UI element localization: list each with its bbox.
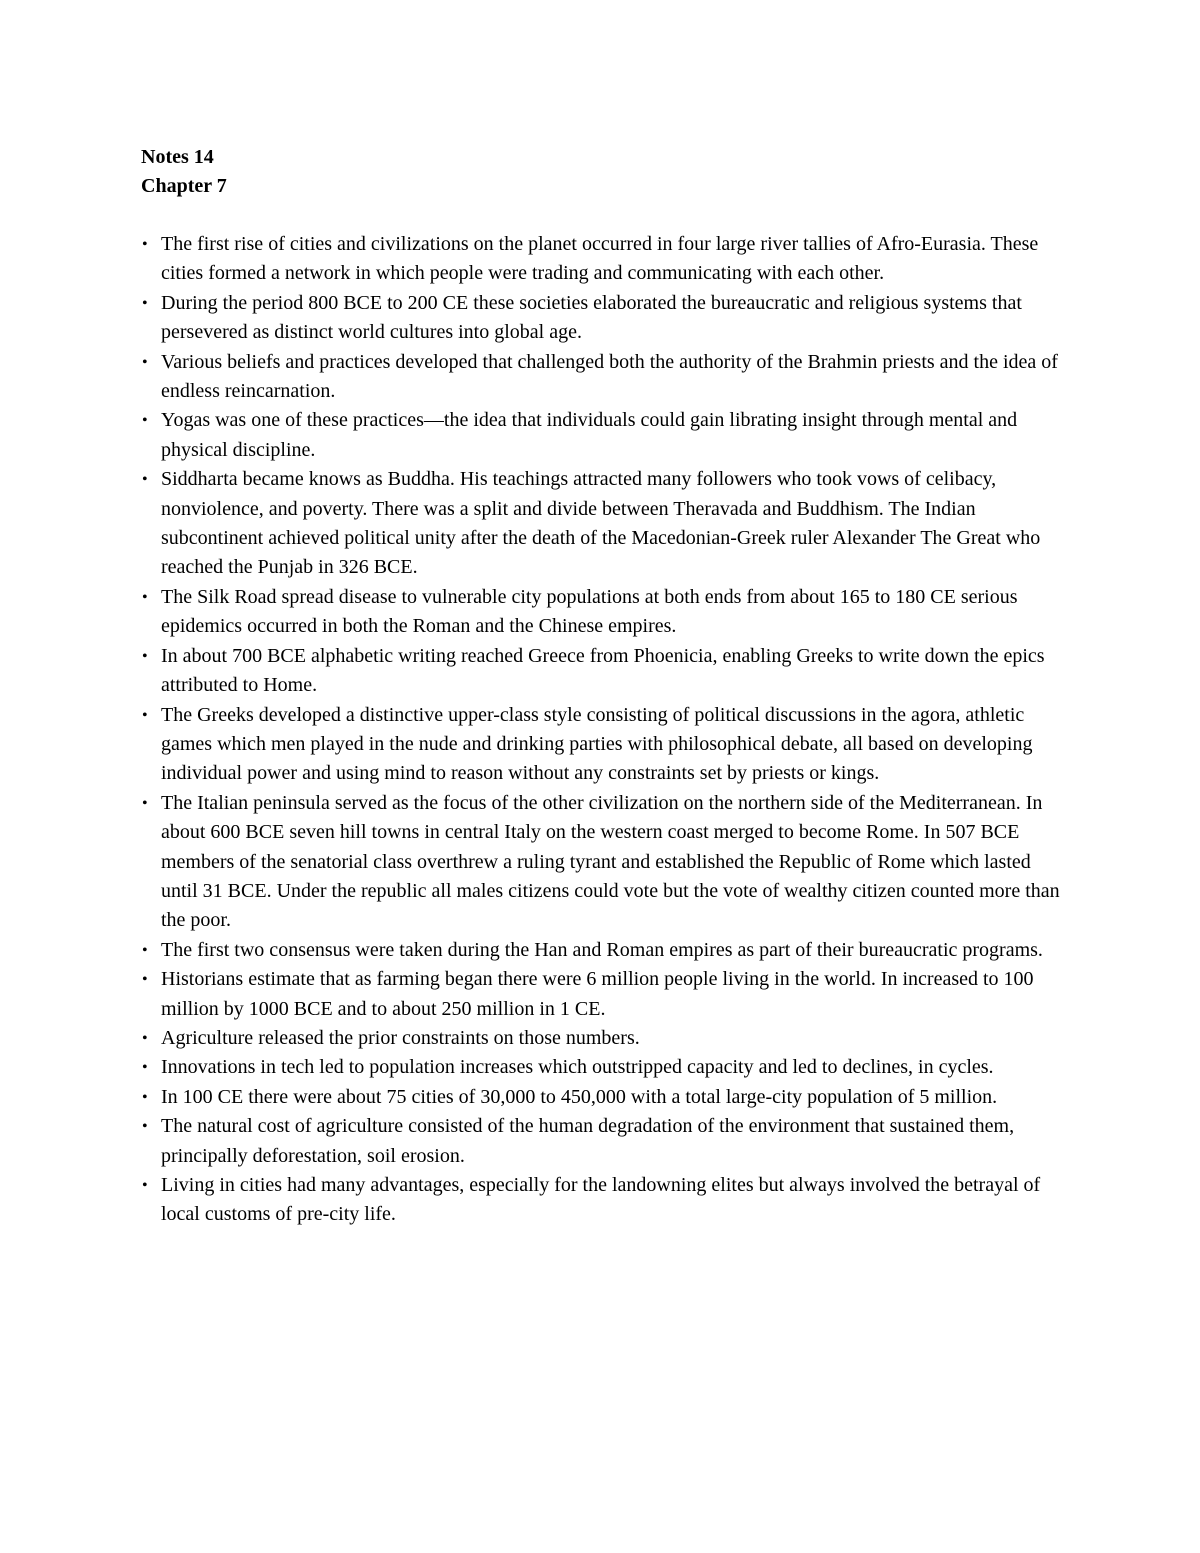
notes-title: Notes 14	[141, 146, 214, 168]
bullet-icon: •	[142, 471, 148, 489]
bullet-icon: •	[142, 412, 148, 430]
list-item-text: Historians estimate that as farming began there were 6 million people living in the world. In increased to 100 million by 1000 BCE and to about 250 million in 1 CE.	[161, 968, 1034, 1020]
chapter-title: Chapter 7	[141, 175, 227, 197]
list-item-text: Siddharta became knows as Buddha. His teachings attracted many followers who took vows of celibacy, nonviolence, and poverty. There was a split and divide between Theravada and Buddhism. The Indian subcontinent achieved political unity after the death of the Macedonian-Greek ruler Alexander The Great who reached the Punjab in 326 BCE.	[161, 468, 1041, 579]
bullet-icon: •	[142, 706, 148, 724]
list-item-text: The Italian peninsula served as the focus of the other civilization on the northern side of the Mediterranean. In about 600 BCE seven hill towns in central Italy on the western coast merged to become Rome. In 507 BCE members of the senatorial class overthrew a ruling tyrant and established the Republic of Rome which lasted until 31 BCE. Under the republic all males citizens could vote but the vote of wealthy citizen counted more than the poor.	[161, 791, 1060, 932]
bullet-icon: •	[142, 971, 148, 989]
bullet-icon: •	[142, 1059, 148, 1077]
bullet-icon: •	[142, 794, 148, 812]
list-item-text: In about 700 BCE alphabetic writing reached Greece from Phoenicia, enabling Greeks to write down the epics attributed to Home.	[161, 644, 1045, 697]
list-item	[141, 642, 1066, 701]
list-item	[141, 1024, 1066, 1053]
bullet-icon: •	[142, 1177, 148, 1194]
bullet-icon: •	[142, 1029, 148, 1047]
list-item	[141, 936, 1066, 965]
bullet-icon: •	[142, 353, 148, 371]
document-body	[141, 143, 1066, 1230]
list-item	[141, 701, 1066, 789]
list-item-text: During the period 800 BCE to 200 CE these societies elaborated the bureaucratic and religious systems that persevered as distinct world cultures into global age.	[161, 291, 1022, 344]
heading-spacer	[141, 201, 1066, 230]
bullet-icon: •	[142, 236, 148, 253]
list-item	[141, 1112, 1066, 1171]
list-item	[141, 1053, 1066, 1082]
bullet-icon: •	[142, 1118, 148, 1136]
bullet-icon: •	[142, 647, 148, 665]
list-item	[141, 465, 1066, 583]
list-item	[141, 1083, 1066, 1112]
list-item	[141, 289, 1066, 348]
notes-list	[141, 230, 1066, 1230]
list-item-text: Innovations in tech led to population increases which outstripped capacity and led to declines, in cycles.	[161, 1056, 994, 1079]
bullet-icon: •	[142, 941, 148, 959]
list-item	[141, 406, 1066, 465]
list-item	[141, 789, 1066, 936]
list-item	[141, 348, 1066, 407]
list-item-text: The natural cost of agriculture consisted of the human degradation of the environment that sustained them, principally deforestation, soil erosion.	[161, 1115, 1015, 1167]
list-item-text: Living in cities had many advantages, especially for the landowning elites but always involved the betrayal of local customs of pre-city life.	[161, 1174, 1041, 1226]
bullet-icon: •	[142, 294, 148, 312]
list-item	[141, 230, 1066, 289]
list-item	[141, 583, 1066, 642]
list-item	[141, 1171, 1066, 1230]
list-item-text: The Silk Road spread disease to vulnerable city populations at both ends from about 165 to 180 CE serious epidemics occurred in both the Roman and the Chinese empires.	[161, 585, 1018, 638]
list-item	[141, 965, 1066, 1024]
list-item-text: The first rise of cities and civilizations on the planet occurred in four large river tallies of Afro-Eurasia. These cities formed a network in which people were trading and communicating with each other.	[161, 233, 1039, 285]
list-item-text: The Greeks developed a distinctive upper-class style consisting of political discussions in the agora, athletic games which men played in the nude and drinking parties with philosophical debate, all based on developing individual power and using mind to reason without any constraints set by priests or kings.	[161, 703, 1033, 785]
list-item-text: Various beliefs and practices developed that challenged both the authority of the Brahmin priests and the idea of endless reincarnation.	[161, 350, 1058, 403]
list-item-text: In 100 CE there were about 75 cities of 30,000 to 450,000 with a total large-city population of 5 million.	[161, 1085, 998, 1108]
bullet-icon: •	[142, 1088, 148, 1106]
list-item-text: Agriculture released the prior constraints on those numbers.	[161, 1026, 640, 1049]
list-item-text: The first two consensus were taken during the Han and Roman empires as part of their bureaucratic programs.	[161, 938, 1043, 961]
bullet-icon: •	[142, 588, 148, 606]
list-item-text: Yogas was one of these practices—the idea that individuals could gain librating insight through mental and physical discipline.	[161, 409, 1018, 461]
